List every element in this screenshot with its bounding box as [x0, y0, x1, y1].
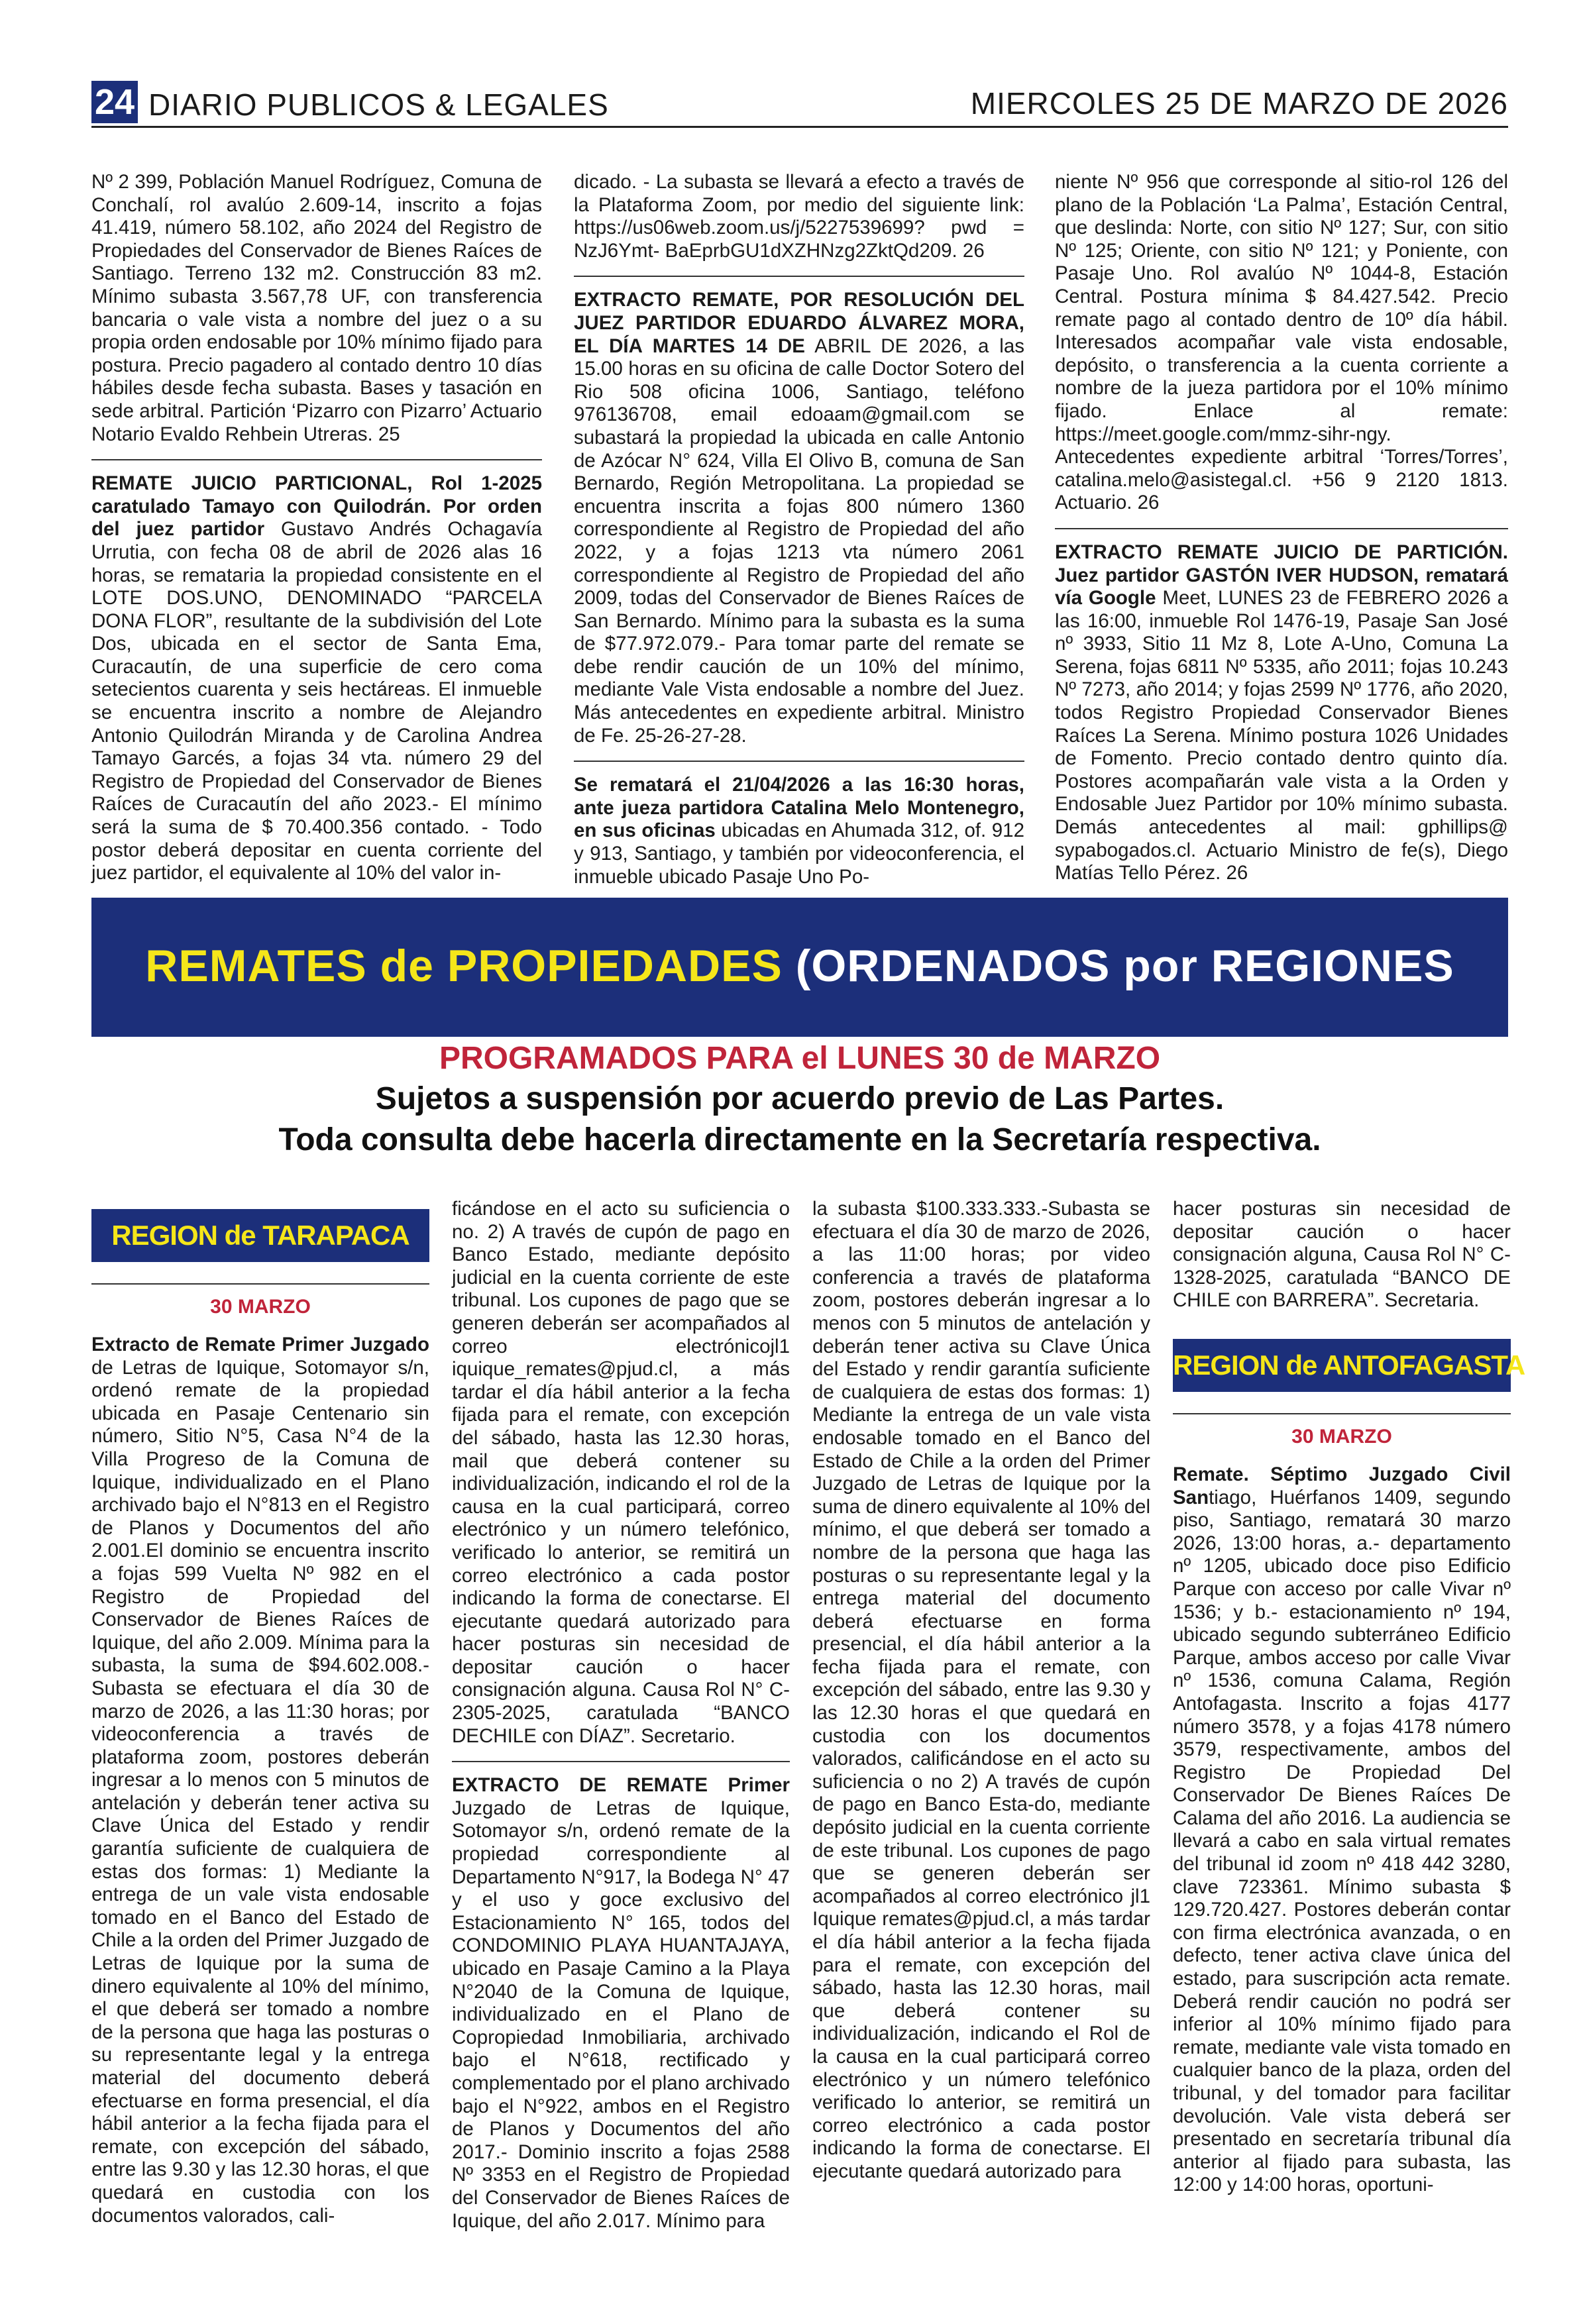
date-heading: 30 MARZO [91, 1283, 429, 1319]
bottom-column-2 [452, 1198, 790, 2233]
notice-heading: EXTRACTO REMATE, POR RESOLUCIÓN DEL JUEZ PARTIDOR EDUARDO ÁLVAREZ MORA, EL DÍA MARTES 14 DE [574, 289, 1024, 357]
notice-calama [1173, 1463, 1511, 2197]
top-column-3 [1055, 171, 1508, 885]
date-heading: 30 MARZO [1173, 1413, 1511, 1449]
bottom-column-4 [1173, 1198, 1525, 2197]
notice-body: Juzgado de Letras de Iquique, Sotomayor s/n, ordenó remate de la propiedad correspondiente al Departamento N°917, la Bodega N° 47 y el uso y goce exclusivo del Estacionamiento N° 165, todos del CONDOMINIO PLAYA HUANTAJAYA, ubicado en Pasaje Camino a la Playa N°2040 de la Comuna de Iquique, individualizado en el Plano de Copropiedad Inmobiliaria, archivado bajo el N°618, rectificado y complementado por el plano archivado bajo el N°922, ambos en el Registro de Planos y Documentos del año 2017.- Dominio inscrito a fojas 2588 Nº 3353 en el Registro de Propiedad del Conservador de Bienes Raíces de Iquique, del año 2.017. Mínimo para [452, 1797, 790, 2232]
banner-title-main: REMATES de PROPIEDADES [145, 941, 783, 991]
notice-iver-hudson [1055, 541, 1508, 885]
notice-melo-montenegro [574, 774, 1024, 888]
banner-title [91, 936, 1508, 996]
notice-body: Gustavo Andrés Ochagavía Urrutia, con fecha 08 de abril de 2026 alas 16 horas, se remataria la propiedad consistente en el LOTE DOS.UNO, DENOMINADO “PARCELA DONA FLOR”, resultante de la subdivisión del Lote Dos, ubicada en el sector de Santa Ema, Curacautín, de una superficie de cero coma setecientos cuarenta y seis hectáreas. El inmueble se encuentra inscrito a nombre de Alejandro Antonio Quilodrán Miranda y de Carolina Andrea Tamayo Garcés, a fojas 34 vta. número 29 del Registro de Propiedad del Conservador de Bienes Raíces de Curacautín del año 2023.- El mínimo será la suma de $ 70.400.356 contado. - Todo postor deberá depositar en cuenta corriente del juez partidor, el equivalente al 10% del valor in- [91, 518, 542, 884]
notice-heading: Remate. Séptimo Juzgado Civil San [1173, 1463, 1511, 1508]
notice-heading: Extracto de Remate Primer Juzgado [91, 1334, 429, 1355]
divider [574, 761, 1024, 762]
page-header [91, 79, 1508, 127]
region-heading-tarapaca: REGION de TARAPACA [91, 1209, 429, 1262]
page-number: 24 [91, 81, 138, 123]
notice-body: de Letras de Iquique, Sotomayor s/n, ordenó remate de la propiedad ubicada en Pasaje Centenario sin número, Sitio N°5, Casa N°4 de la Villa Progreso de la Comuna de Iquique, individualizado en el Plano archivado bajo el N°813 en el Registro de Planos y Documentos del año 2.001.El dominio se encuentra inscrito a fojas 599 Vuelta Nº 982 en el Registro de Propiedad del Conservador de Bienes Raíces de Iquique, del año 2.009. Mínima para la subasta, la suma de $94.602.008.- Subasta se efectuara el día 30 de marzo de 2026, a las 11:30 horas; por videoconferencia a través de plataforma zoom, postores deberán ingresar a lo menos con 5 minutos de antelación y deberán tener activa su Clave Única del Estado y rendir garantía suficiente de cualquiera de estas dos formas: 1) Mediante la entrega de un vale vista endosable tomado en el Banco del Estado de Chile a la orden del Primer Juzgado de Letras de Iquique por la suma de dinero equivalente al 10% del mínimo, el que deberá ser tomado a nombre de la persona que haga las posturas o su representante legal y la entrega material del documento deberá efectuarse en forma presencial, el día hábil anterior a la fecha fijada para el remate, con excepción del sábado, entre las 9.30 y las 12.30 horas, el que quedará en custodia con los documentos valorados, cali- [91, 1356, 429, 2227]
notice-body: ABRIL DE 2026, a las 15.00 horas en su oficina de calle Doctor Sotero del Rio 508 oficina 1006, Santiago, teléfono 976136708, email edoaam@gmail.com se subastará la propiedad la ubicada en calle Antonio de Azócar N° 624, Villa El Olivo B, comuna de San Bernardo, Región Metropolitana. La propiedad se encuentra inscrita a fojas 800 número 1360 correspondiente al Registro de Propiedad del año 2022, y a fojas 1213 vta número 2061 correspondiente al Registro de Propiedad del año 2009, todas del Conservador de Bienes Raíces de San Bernardo. Mínimo para la subasta es la suma de $77.972.079.- Para tomar parte del remate se debe rendir caución de un 10% del mínimo, mediante Vale Vista endosable a nombre del Juez. Más antecedentes en expediente arbitral. Ministro de Fe. 25-26-27-28. [574, 335, 1024, 747]
schedule-note-1: Sujetos a suspensión por acuerdo previo de Las Partes. [375, 1081, 1225, 1116]
divider [452, 1761, 790, 1762]
notice-alvarez-mora [574, 289, 1024, 747]
bottom-column-1 [91, 1209, 429, 2227]
banner-title-sub: (ORDENADOS por REGIONES [782, 941, 1454, 991]
notice-heading: REMATE JUICIO PARTICIONAL, Rol 1-2025 caratulado Tamayo con Quilodrán. Por orden del juez partidor [91, 472, 542, 541]
notice-heading: Se rematará el 21/04/2026 a las 16:30 horas, ante jueza partidora Catalina Melo Montenegro, en sus oficinas [574, 774, 1024, 842]
notice-heading: EXTRACTO DE REMATE Primer [452, 1774, 790, 1797]
header-rule [91, 126, 1508, 128]
notice-text: dicado. - La subasta se llevará a efecto a través de la Plataforma Zoom, por medio del siguiente link: https://us06web.zoom.us/j/5227539699? pwd = NzJ6Ymt- BaEprbGU1dXZHNzg2ZktQd209. 26 [574, 171, 1024, 262]
top-column-2 [574, 171, 1024, 888]
notice-iquique-2 [452, 1774, 790, 2233]
issue-date: MIERCOLES 25 DE MARZO DE 2026 [970, 86, 1508, 121]
notice-body: ubicadas en Ahumada 312, of. 912 y 913, Santiago, y también por videoconferencia, el inmueble ubicado Pasaje Uno Po- [574, 819, 1024, 888]
notice-text: la subasta $100.333.333.-Subasta se efectuara el día 30 de marzo de 2026, a las 11:00 horas; por video conferencia a través de plataforma zoom, postores deberán ingresar a lo menos con 5 minutos de antelación y deberán tener activa su Clave Única del Estado y rendir garantía suficiente de cualquiera de estas dos formas: 1) Mediante la entrega de un vale vista endosable tomado en el Banco del Estado de Chile a la orden del Primer Juzgado de Letras de Iquique por la suma de dinero equivalente al 10% del mínimo, el que deberá ser tomado a nombre de la persona que haga las posturas o su representante legal y la entrega material del documento deberá efectuarse en forma presencial, el día hábil anterior a la fecha fijada para el remate, con excepción del sábado, entre las 9.30 y las 12.30 horas el que quedará en custodia con los documentos valorados, calificándose en el acto su suficiencia o no 2) A través de cupón de pago en Banco Esta-do, mediante depósito judicial en la cuenta corriente de este tribunal. Los cupones de pago que se generen deberán ser acompañados al correo electrónico jl1 Iquique remates@pjud.cl, a más tardar el día hábil anterior a la fecha fijada para el remate, con excepción del sábado, hasta las 12.30 horas, mail que deberá contener su individualización, indicando el Rol de la causa en la cual participará correo electrónico y un número telefónico verificado lo anterior, se remitirá un correo electrónico a cada postor indicando la forma de conectarse. El ejecutante quedará autorizado para [812, 1198, 1150, 2182]
notice-iquique-1 [91, 1334, 429, 2227]
top-column-1 [91, 171, 542, 885]
notice-text: hacer posturas sin necesidad de depositar caución o hacer consignación alguna, Causa Rol N° C-1328-2025, caratulada “BANCO DE CHILE con BARRERA”. Secretaria. [1173, 1198, 1511, 1312]
divider [574, 276, 1024, 277]
notice-body: tiago, Huérfanos 1409, segundo piso, Santiago, rematará 30 marzo 2026, 13:00 horas, a.- departamento nº 1205, ubicado doce piso Edificio Parque con acceso por calle Vivar nº 1536; y b.- estacionamiento nº 194, ubicado segundo subterráneo Edificio Parque, ambos acceso por calle Vivar nº 1536, comuna Calama, Región Antofagasta. Inscrito a fojas 4177 número 3578, y a fojas 4178 número 3579, respectivamente, ambos del Registro De Propiedad Del Conservador De Bienes Raíces De Calama del año 2016. La audiencia se llevará a cabo en sala virtual remates del tribunal id zoom nº 418 442 3280, clave 723361. Mínimo subasta $ 129.720.427. Postores deberán contar con firma electrónica avanzada, o en defecto, tener activa clave única del estado, para suscripción acta remate. Deberá rendir caución no podrá ser inferior al 10% mínimo fijado para remate, mediante vale vista tomado en cualquier banco de la plaza, orden del tribunal, y del tomador para facilitar devolución. Vale vista deberá ser presentado en secretaría tribunal día anterior al fijado para subasta, las 12:00 y 14:00 horas, oportuni- [1173, 1486, 1511, 2196]
region-heading-antofagasta: REGION de ANTOFAGASTA [1173, 1339, 1511, 1392]
divider [91, 459, 542, 460]
notice-body: Meet, LUNES 23 de FEBRERO 2026 a las 16:00, inmueble Rol 1476-19, Pasaje San José nº 3933, Sitio 11 Mz 8, Lote A-Uno, Comuna La Serena, fojas 6811 Nº 5335, año 2011; fojas 10.243 Nº 7273, año 2014; y fojas 2599 Nº 1776, año 2020, todos Registro Propiedad Conservador Bienes Raíces La Serena. Mínimo postura 1026 Unidades de Fomento. Precio contado dentro quinto día. Postores acompañarán vale vista a la Orden y Endosable Juez Partidor por 10% mínimo subasta. Demás antecedentes al mail: gphillips@ sypabogados.cl. Actuario Ministro de fe(s), Diego Matías Tello Pérez. 26 [1055, 587, 1508, 884]
schedule-note-2: Toda consulta debe hacerla directamente en la Secretaría respectiva. [278, 1122, 1321, 1157]
publication-name: DIARIO PUBLICOS & LEGALES [148, 87, 609, 122]
notice-text: Nº 2 399, Población Manuel Rodríguez, Comuna de Conchalí, rol avalúo 2.609-14, inscrito a fojas 41.419, número 58.102, año 2024 del Registro de Propiedades del Conservador de Bienes Raíces de Santiago. Terreno 132 m2. Construcción 83 m2. Mínimo subasta 3.567,78 UF, con transferencia bancaria o vale vista a nombre del juez o a su propia orden endosable por 10% mínimo fijado para postura. Precio pagadero al contado dentro 10 días hábiles desde fecha subasta. Bases y tasación en sede arbitral. Partición ‘Pizarro con Pizarro’ Actuario Notario Evaldo Rehbein Utreras. 25 [91, 171, 542, 445]
divider [1055, 528, 1508, 529]
section-banner [91, 898, 1508, 1037]
notice-text: niente Nº 956 que corresponde al sitio-rol 126 del plano de la Población ‘La Palma’, Estación Central, que deslinda: Norte, con sitio Nº 127; Sur, con sitio Nº 125; Oriente, con sitio Nº 121; y Poniente, con Pasaje Uno. Rol avalúo Nº 1044-8, Estación Central. Postura mínima $ 84.427.542. Precio remate pago al contado dentro de 10º día hábil. Interesados acompañar vale vista endosable, depósito, o transferencia a la cuenta corriente a nombre de la jueza partidora por el 10% mínimo fijado. Enlace al remate: https://meet.google.com/mmz-sihr-ngy. Antecedentes expediente arbitral ‘Torres/Torres’, catalina.melo@asistegal.cl. +56 9 2120 1813. Actuario. 26 [1055, 171, 1508, 514]
notice-text: ficándose en el acto su suficiencia o no. 2) A través de cupón de pago en Banco Estado, mediante depósito judicial en la cuenta corriente de este tribunal. Los cupones de pago que se generen deberán ser acompañados al correo electrónicojl1 iquique_remates@pjud.cl, a más tardar el día hábil anterior a la fecha fijada para el remate, con excepción del sábado, hasta las 12.30 horas, mail que deberá contener su individualización, indicando el rol de la causa en la cual participará, correo electrónico y un número telefónico, verificado lo anterior, se remitirá un correo electrónico a cada postor indicando la forma de conectarse. El ejecutante quedará autorizado para hacer posturas sin necesidad de depositar caución o hacer consignación alguna. Causa Rol N° C-2305-2025, caratulada “BANCO DECHILE con DÍAZ”. Secretario. [452, 1198, 790, 1747]
notice-heading: EXTRACTO REMATE JUICIO DE PARTICIÓN. Juez partidor GASTÓN IVER HUDSON, rematará vía Google [1055, 541, 1508, 609]
schedule-heading: PROGRAMADOS PARA el LUNES 30 de MARZO [439, 1041, 1161, 1076]
bottom-column-3 [812, 1198, 1150, 2184]
notice-remate-particional [91, 472, 542, 885]
